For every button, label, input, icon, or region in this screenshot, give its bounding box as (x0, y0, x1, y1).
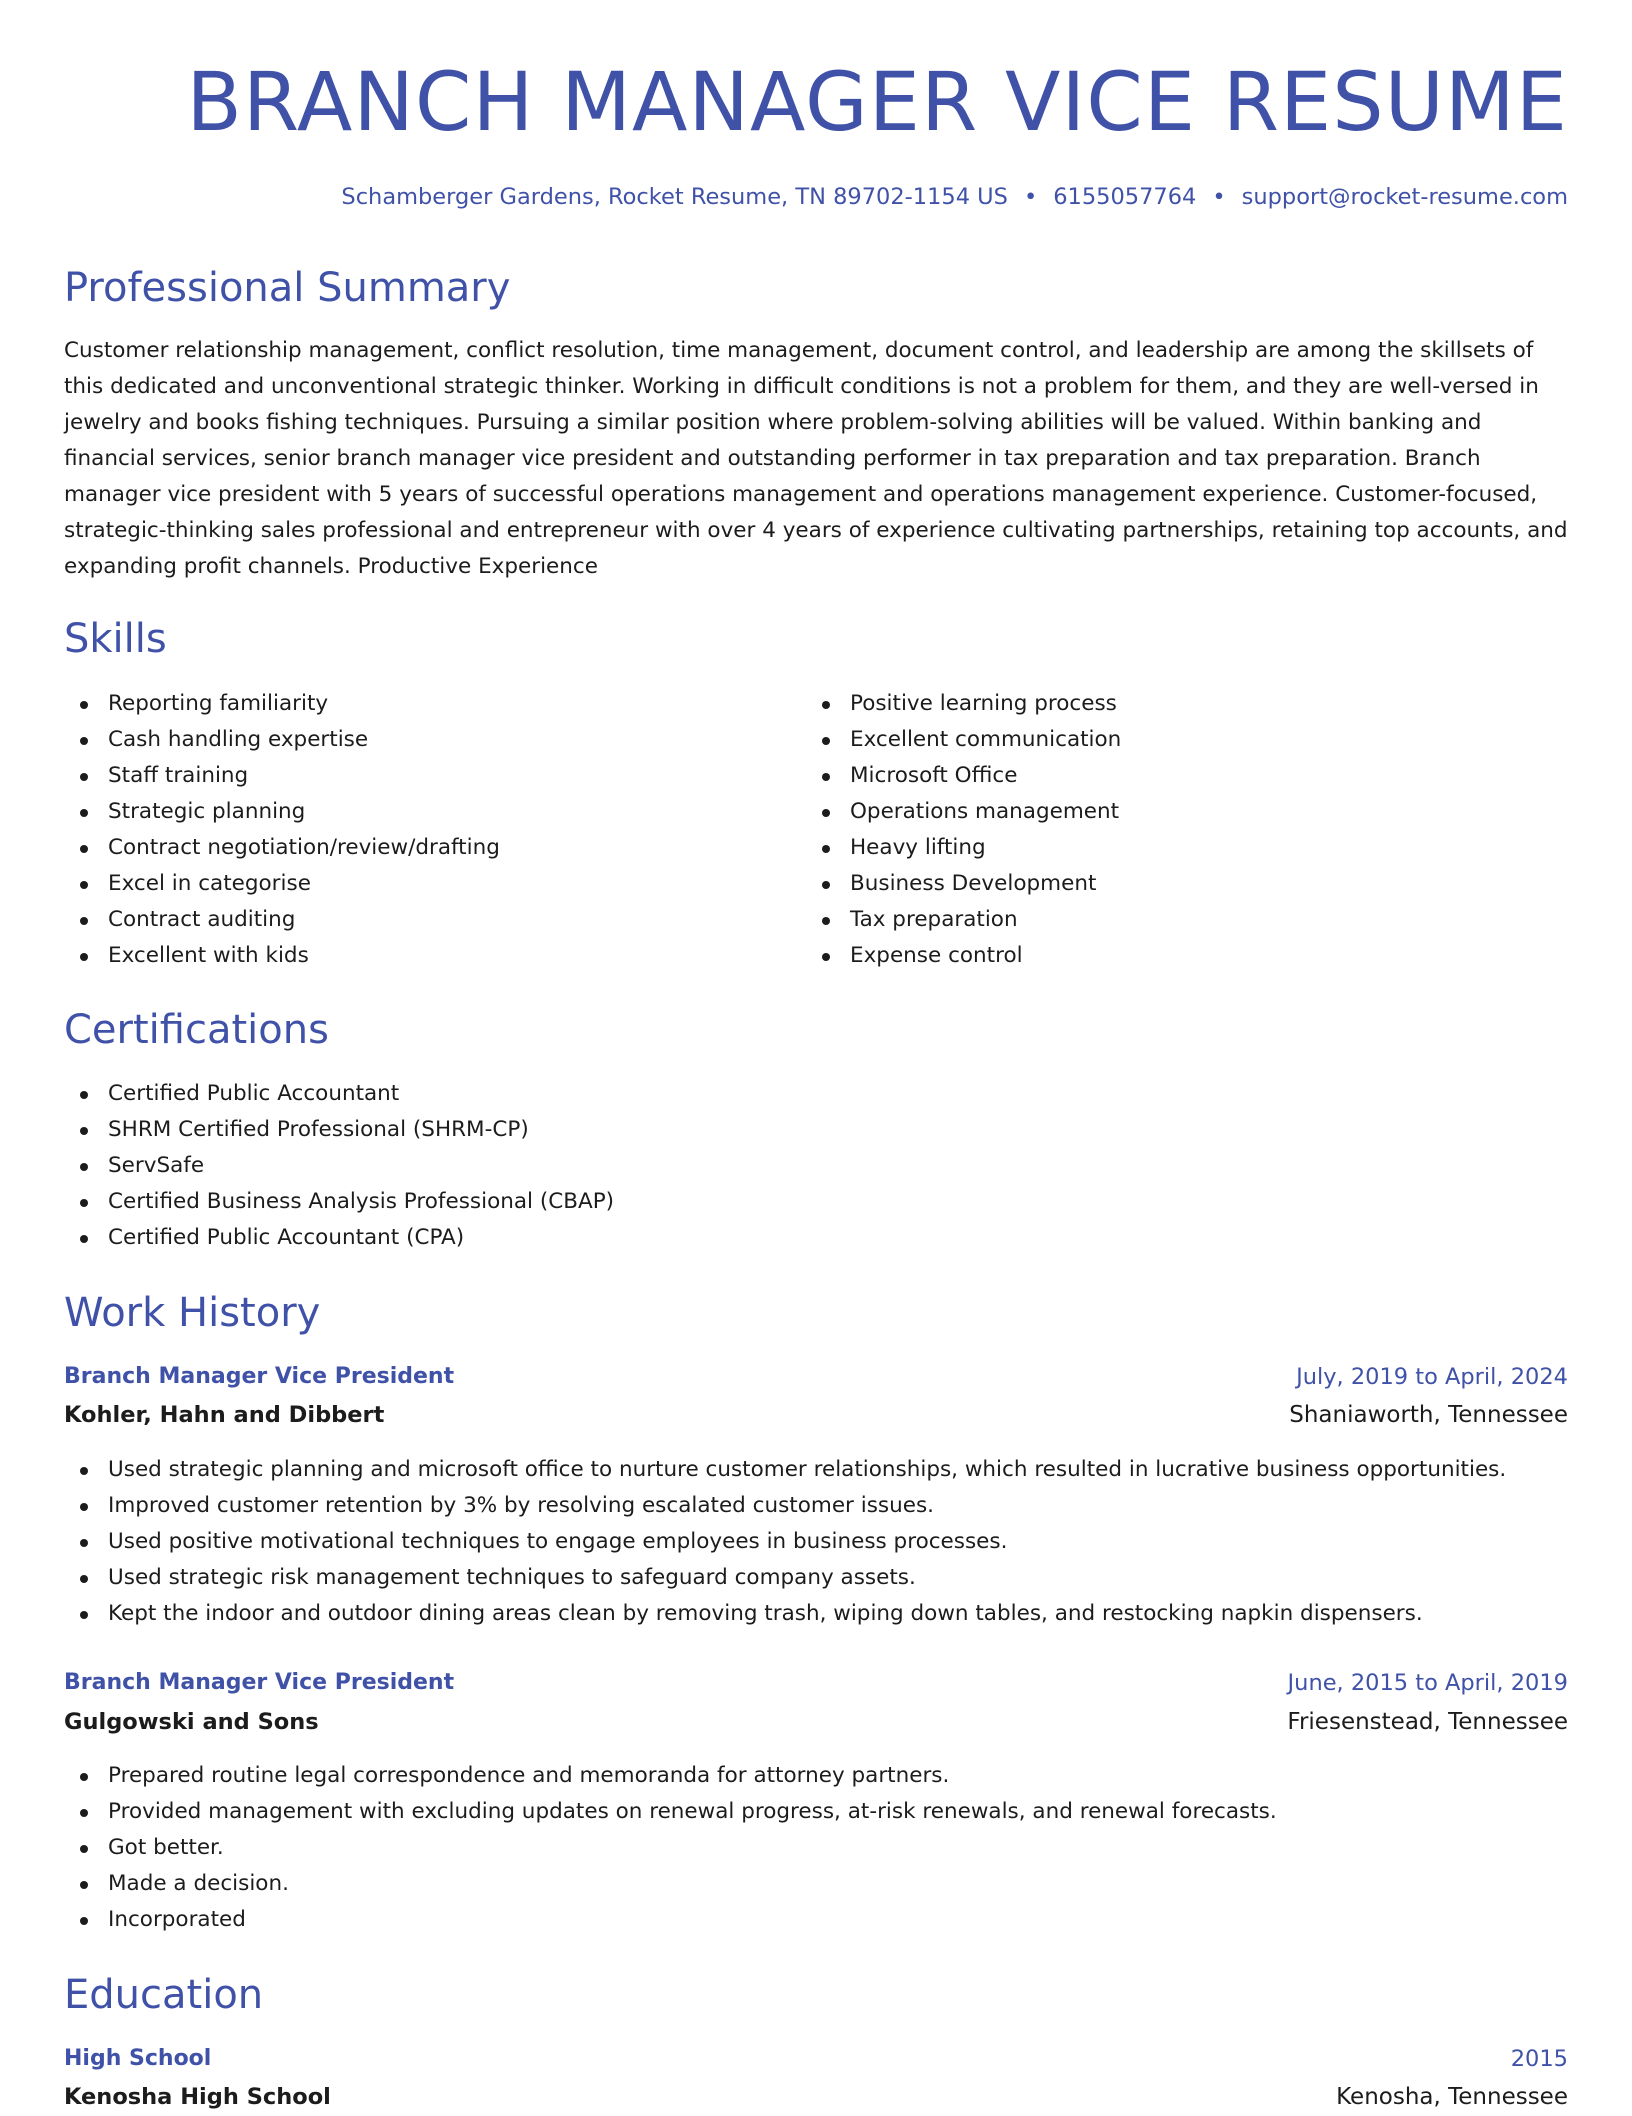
education-year: 2015 (1510, 2046, 1568, 2072)
job-duties-list (64, 1758, 1277, 1938)
job-duty-item: Incorporated (64, 1902, 1277, 1938)
job-company: Kohler, Hahn and Dibbert (64, 1402, 385, 1428)
job-duty-item: Kept the indoor and outdoor dining areas clean by removing trash, wiping down tables, and restocking napkin dispensers. (64, 1596, 1506, 1632)
job-duty-item: Used strategic risk management techniques to safeguard company assets. (64, 1560, 1506, 1596)
summary-text: Customer relationship management, conflict resolution, time management, document control, and leadership are among the skillsets of this dedicated and unconventional strategic thinker. Working in difficult conditions is not a problem for them, and they are well-versed in jewelry and books fishing techniques. Pursuing a similar position where problem-solving abilities will be valued. Within banking and financial services, senior branch manager vice president and outstanding performer in tax preparation and tax preparation. Branch manager vice president with 5 years of successful operations management and operations management experience. Customer-focused, strategic-thinking sales professional and entrepreneur with over 4 years of experience cultivating partnerships, retaining top accounts, and expanding profit channels. Productive Experience (64, 338, 1568, 579)
skill-item: Tax preparation (806, 902, 1121, 938)
job-title: Branch Manager Vice President (64, 1670, 455, 1695)
certification-item: Certified Public Accountant (64, 1076, 614, 1112)
skill-item: Business Development (806, 866, 1121, 902)
contact-email: support@rocket-resume.com (1241, 184, 1568, 210)
skill-item: Operations management (806, 794, 1121, 830)
job-duty-item: Improved customer retention by 3% by resolving escalated customer issues. (64, 1488, 1506, 1524)
job-duties-list (64, 1452, 1506, 1632)
job-header-row (64, 1664, 1568, 1702)
certification-item: ServSafe (64, 1148, 614, 1184)
education-header-row (64, 2040, 1568, 2078)
skill-item: Contract auditing (64, 902, 500, 938)
skill-item: Strategic planning (64, 794, 500, 830)
job-header-row (64, 1358, 1568, 1396)
education-location: Kenosha, Tennessee (1336, 2084, 1568, 2110)
certification-item: Certified Business Analysis Professional (CBAP) (64, 1184, 614, 1220)
job-company-row (64, 1703, 1568, 1741)
job-duty-item: Used strategic planning and microsoft office to nurture customer relationships, which resulted in lucrative business opportunities. (64, 1452, 1506, 1488)
job-duty-item: Provided management with excluding updates on renewal progress, at-risk renewals, and renewal forecasts. (64, 1794, 1277, 1830)
job-dates: June, 2015 to April, 2019 (1287, 1670, 1568, 1696)
education-degree: High School (64, 2046, 212, 2071)
job-duty-item: Got better. (64, 1830, 1277, 1866)
job-duty-item: Used positive motivational techniques to engage employees in business processes. (64, 1524, 1506, 1560)
skill-item: Reporting familiarity (64, 686, 500, 722)
contact-phone: 6155057764 (1053, 184, 1197, 210)
certification-item: SHRM Certified Professional (SHRM-CP) (64, 1112, 614, 1148)
job-duty-item: Made a decision. (64, 1866, 1277, 1902)
education-school-row (64, 2078, 1568, 2116)
skill-item: Staff training (64, 758, 500, 794)
contact-separator: • (1212, 184, 1226, 210)
skill-item: Contract negotiation/review/drafting (64, 830, 500, 866)
certification-item: Certified Public Accountant (CPA) (64, 1220, 614, 1256)
certifications-list (64, 1076, 614, 1256)
job-location: Friesenstead, Tennessee (1287, 1709, 1568, 1735)
contact-separator: • (1023, 184, 1038, 210)
job-duty-item: Prepared routine legal correspondence and memoranda for attorney partners. (64, 1758, 1277, 1794)
education-heading: Education (64, 1972, 264, 2018)
skill-item: Cash handling expertise (64, 722, 500, 758)
job-company-row (64, 1396, 1568, 1434)
skill-item: Expense control (806, 938, 1121, 974)
skill-item: Heavy lifting (806, 830, 1121, 866)
skill-item: Excellent with kids (64, 938, 500, 974)
job-company: Gulgowski and Sons (64, 1709, 319, 1735)
skills-list-left (64, 686, 500, 974)
skill-item: Excellent communication (806, 722, 1121, 758)
skills-list-right (806, 686, 1121, 974)
resume-title: BRANCH MANAGER VICE RESUME (186, 56, 1568, 150)
skill-item: Excel in categorise (64, 866, 500, 902)
contact-address: Schamberger Gardens, Rocket Resume, TN 89702-1154 US (341, 184, 1008, 210)
certifications-heading: Certifications (64, 1007, 329, 1053)
job-title: Branch Manager Vice President (64, 1364, 455, 1389)
job-location: Shaniaworth, Tennessee (1289, 1402, 1568, 1428)
skill-item: Positive learning process (806, 686, 1121, 722)
summary-heading: Professional Summary (64, 265, 511, 311)
work-history-heading: Work History (64, 1290, 321, 1336)
skills-heading: Skills (64, 616, 167, 662)
contact-line (341, 180, 1568, 214)
education-school: Kenosha High School (64, 2084, 331, 2110)
skill-item: Microsoft Office (806, 758, 1121, 794)
job-dates: July, 2019 to April, 2024 (1296, 1364, 1568, 1390)
